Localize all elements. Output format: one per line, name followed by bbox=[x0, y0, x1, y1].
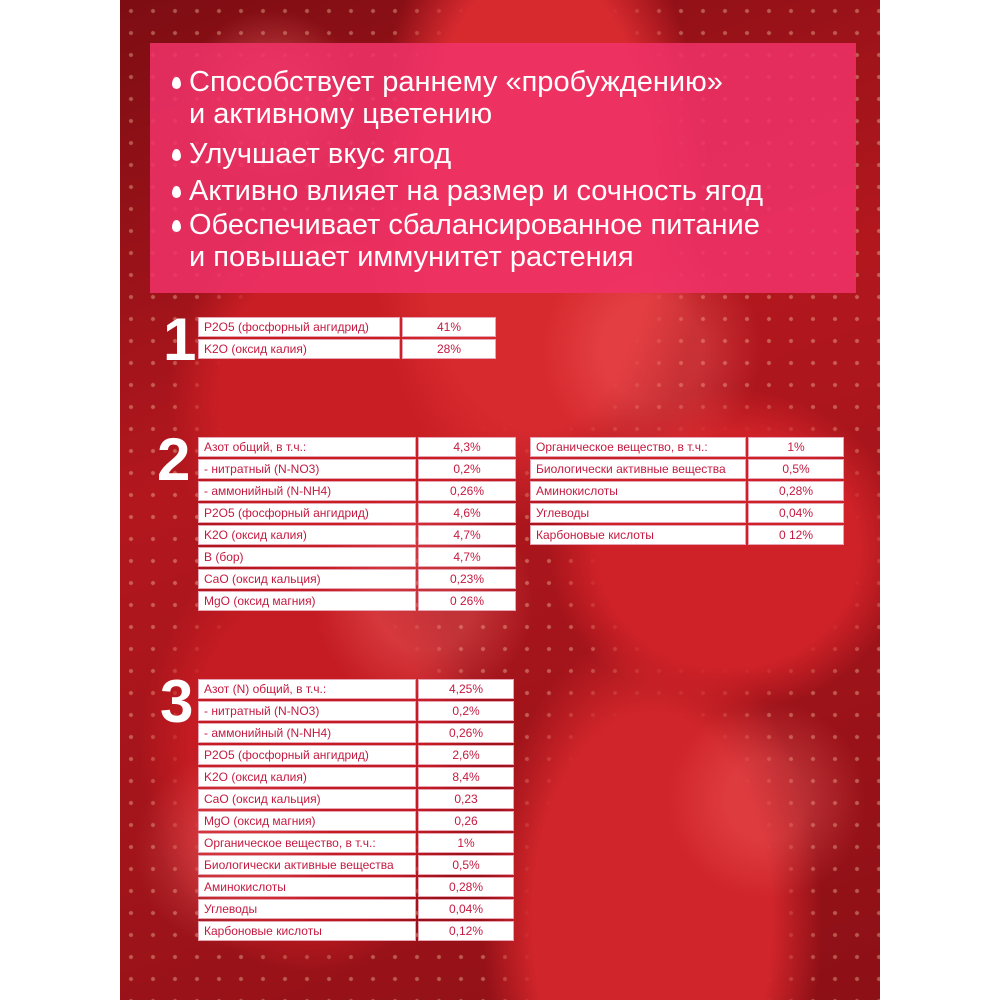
benefit-2: Улучшает вкус ягод bbox=[172, 138, 451, 170]
row-value: 0,04% bbox=[748, 503, 844, 523]
row-value: 4,3% bbox=[418, 437, 516, 457]
row-label: Карбоновые кислоты bbox=[198, 921, 416, 941]
row-label: B (бор) bbox=[198, 547, 416, 567]
section-number-2: 2 bbox=[157, 426, 191, 493]
table-row bbox=[198, 569, 516, 589]
row-value: 0,04% bbox=[418, 899, 514, 919]
row-label: Углеводы bbox=[198, 899, 416, 919]
row-label: Азот (N) общий, в т.ч.: bbox=[198, 679, 416, 699]
table-row bbox=[198, 899, 514, 919]
row-label: - нитратный (N-NO3) bbox=[198, 459, 416, 479]
row-label: CaO (оксид кальция) bbox=[198, 569, 416, 589]
row-label: Органическое вещество, в т.ч.: bbox=[198, 833, 416, 853]
row-label: MgO (оксид магния) bbox=[198, 591, 416, 611]
row-value: 0,2% bbox=[418, 701, 514, 721]
row-value: 41% bbox=[402, 317, 496, 337]
row-label: MgO (оксид магния) bbox=[198, 811, 416, 831]
table-row bbox=[530, 437, 844, 457]
table-row bbox=[198, 591, 516, 611]
row-value: 0,5% bbox=[748, 459, 844, 479]
row-value: 0,26 bbox=[418, 811, 514, 831]
benefit-4-line-1: Обеспечивает сбалансированное питание bbox=[172, 209, 760, 241]
table-row bbox=[198, 811, 514, 831]
row-value: 0,23 bbox=[418, 789, 514, 809]
row-label: P2O5 (фосфорный ангидрид) bbox=[198, 503, 416, 523]
table-row bbox=[198, 459, 516, 479]
table-row bbox=[198, 339, 496, 359]
row-value: 0,12% bbox=[418, 921, 514, 941]
row-value: 0,5% bbox=[418, 855, 514, 875]
table-row bbox=[530, 525, 844, 545]
row-value: 0,26% bbox=[418, 481, 516, 501]
row-value: 4,6% bbox=[418, 503, 516, 523]
section-number-1: 1 bbox=[163, 306, 197, 373]
row-value: 0 26% bbox=[418, 591, 516, 611]
row-value: 0,26% bbox=[418, 723, 514, 743]
table-row bbox=[198, 855, 514, 875]
row-label: Аминокислоты bbox=[198, 877, 416, 897]
row-label: Карбоновые кислоты bbox=[530, 525, 746, 545]
table-row bbox=[198, 767, 514, 787]
table-row bbox=[198, 547, 516, 567]
row-label: - аммонийный (N-NH4) bbox=[198, 481, 416, 501]
benefit-4-line-2: и повышает иммунитет растения bbox=[189, 241, 634, 273]
row-label: K2O (оксид калия) bbox=[198, 525, 416, 545]
table-row bbox=[198, 679, 514, 699]
table-row bbox=[198, 921, 514, 941]
row-label: K2O (оксид калия) bbox=[198, 767, 416, 787]
table-row bbox=[198, 745, 514, 765]
composition-table-3 bbox=[196, 677, 516, 943]
table-row bbox=[198, 701, 514, 721]
row-label: Аминокислоты bbox=[530, 481, 746, 501]
table-row bbox=[198, 877, 514, 897]
row-value: 0,2% bbox=[418, 459, 516, 479]
row-value: 0,28% bbox=[748, 481, 844, 501]
table-row bbox=[198, 437, 516, 457]
row-value: 28% bbox=[402, 339, 496, 359]
table-row bbox=[198, 503, 516, 523]
row-value: 2,6% bbox=[418, 745, 514, 765]
row-label: P2O5 (фосфорный ангидрид) bbox=[198, 317, 400, 337]
table-row bbox=[198, 723, 514, 743]
benefit-3: Активно влияет на размер и сочность ягод bbox=[172, 175, 763, 207]
row-value: 4,25% bbox=[418, 679, 514, 699]
row-label: P2O5 (фосфорный ангидрид) bbox=[198, 745, 416, 765]
table-row bbox=[198, 789, 514, 809]
benefit-1-line-1: Способствует раннему «пробуждению» bbox=[172, 66, 723, 98]
drop-bullet-icon bbox=[172, 149, 181, 161]
row-label: Биологически активные вещества bbox=[198, 855, 416, 875]
row-value: 0,28% bbox=[418, 877, 514, 897]
row-label: Азот общий, в т.ч.: bbox=[198, 437, 416, 457]
row-label: Органическое вещество, в т.ч.: bbox=[530, 437, 746, 457]
row-label: Биологически активные вещества bbox=[530, 459, 746, 479]
row-label: - аммонийный (N-NH4) bbox=[198, 723, 416, 743]
section-number-3: 3 bbox=[160, 668, 194, 735]
row-value: 1% bbox=[748, 437, 844, 457]
composition-table-2-left bbox=[196, 435, 518, 613]
row-label: Углеводы bbox=[530, 503, 746, 523]
row-label: - нитратный (N-NO3) bbox=[198, 701, 416, 721]
table-row bbox=[198, 317, 496, 337]
drop-bullet-icon bbox=[172, 220, 181, 232]
row-label: CaO (оксид кальция) bbox=[198, 789, 416, 809]
table-row bbox=[198, 833, 514, 853]
row-value: 0 12% bbox=[748, 525, 844, 545]
table-row bbox=[198, 481, 516, 501]
table-row bbox=[530, 459, 844, 479]
row-value: 4,7% bbox=[418, 525, 516, 545]
table-row bbox=[530, 503, 844, 523]
row-value: 0,23% bbox=[418, 569, 516, 589]
table-row bbox=[198, 525, 516, 545]
row-label: K2O (оксид калия) bbox=[198, 339, 400, 359]
row-value: 1% bbox=[418, 833, 514, 853]
drop-bullet-icon bbox=[172, 186, 181, 198]
row-value: 8,4% bbox=[418, 767, 514, 787]
drop-bullet-icon bbox=[172, 77, 181, 89]
benefit-1-line-2: и активному цветению bbox=[189, 98, 493, 130]
composition-table-1 bbox=[196, 315, 498, 361]
composition-table-2-right bbox=[528, 435, 846, 547]
table-row bbox=[530, 481, 844, 501]
row-value: 4,7% bbox=[418, 547, 516, 567]
